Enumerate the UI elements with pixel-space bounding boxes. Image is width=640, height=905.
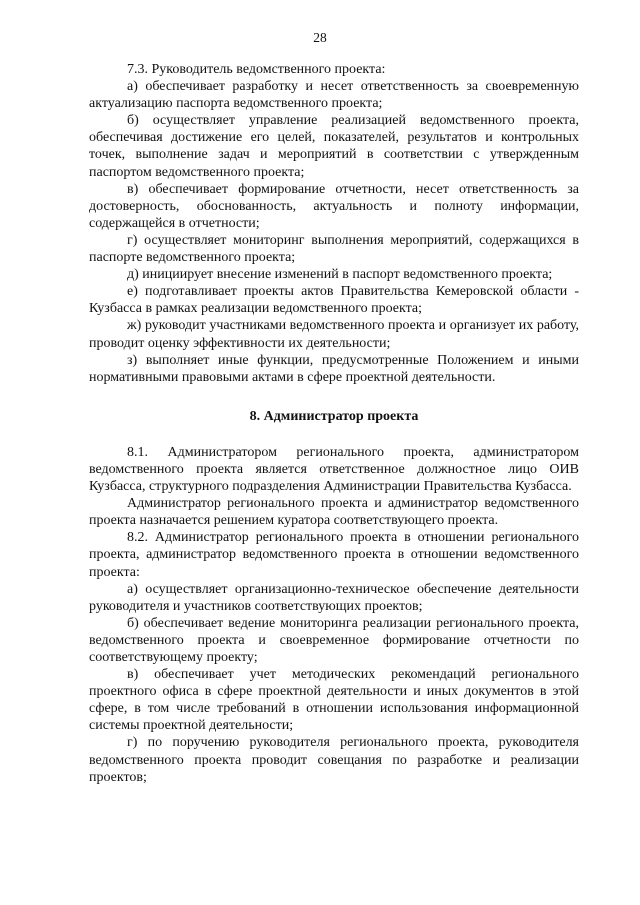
paragraph-7-3-b: б) осуществляет управление реализацией ведомственного проекта, обеспечивая достижение его целей, показателей, результатов и контрольных точек, выполнение задач и мероприятий в соответствии с утвержденным паспортом ведомственного проекта; <box>89 113 579 180</box>
paragraph-8-2-v: в) обеспечивает учет методических рекомендаций регионального проектного офиса в сфере проектной деятельности и иных документов в этой сфере, в том числе требований в отношении использования информационной системы проектной деятельности; <box>89 667 579 734</box>
paragraph-8-2-b: б) обеспечивает ведение мониторинга реализации регионального проекта, ведомственного проекта и своевременное формирование отчетности по соответствующему проекту; <box>89 615 579 665</box>
paragraph-8-2-intro: 8.2. Администратор регионального проекта в отношении регионального проекта, администратор ведомственного проекта в отношении ведомственного проекта: <box>89 530 579 580</box>
paragraph-7-3-a: а) обеспечивает разработку и несет ответственность за своевременную актуализацию паспорта ведомственного проекта; <box>89 79 579 112</box>
paragraph-7-3-d: д) инициирует внесение изменений в паспорт ведомственного проекта; <box>127 267 553 283</box>
page-number: 28 <box>313 30 327 45</box>
paragraph-7-3-z: з) выполняет иные функции, предусмотренные Положением и иными нормативными правовыми актами в сфере проектной деятельности. <box>89 352 579 385</box>
paragraph-7-3-intro: 7.3. Руководитель ведомственного проекта: <box>127 62 386 77</box>
document-body <box>89 61 579 786</box>
paragraph-7-3-g: г) осуществляет мониторинг выполнения мероприятий, содержащихся в паспорте ведомственного проекта; <box>89 232 579 266</box>
paragraph-8-2-a: а) осуществляет организационно-техническое обеспечение деятельности руководителя и участников соответствующих проектов; <box>89 581 579 614</box>
section-7-3 <box>89 61 579 386</box>
paragraph-7-3-e: е) подготавливает проекты актов Правительства Кемеровской области - Кузбасса в рамках реализации ведомственного проекта; <box>89 284 579 317</box>
paragraph-8-1: 8.1. Администратором регионального проекта, администратором ведомственного проекта является ответственное должностное лицо ОИВ Кузбасса, структурного подразделения Администрации Правительства Кузбасса. <box>89 444 579 495</box>
paragraph-8-1-appointment: Администратор регионального проекта и администратор ведомственного проекта назначается решением куратора соответствующего проекта. <box>89 496 579 529</box>
paragraph-8-2-g: г) по поручению руководителя регионального проекта, руководителя ведомственного проекта проводит совещания по разработке и реализации проектов; <box>89 735 579 785</box>
paragraph-7-3-zh: ж) руководит участниками ведомственного проекта и организует их работу, проводит оценку эффективности их деятельности; <box>89 318 579 351</box>
section-heading: 8. Администратор проекта <box>249 408 419 424</box>
section-8 <box>89 444 579 786</box>
paragraph-7-3-v: в) обеспечивает формирование отчетности, несет ответственность за достоверность, обоснованность, актуальность и полноту информации, содержащейся в отчетности; <box>89 181 579 231</box>
